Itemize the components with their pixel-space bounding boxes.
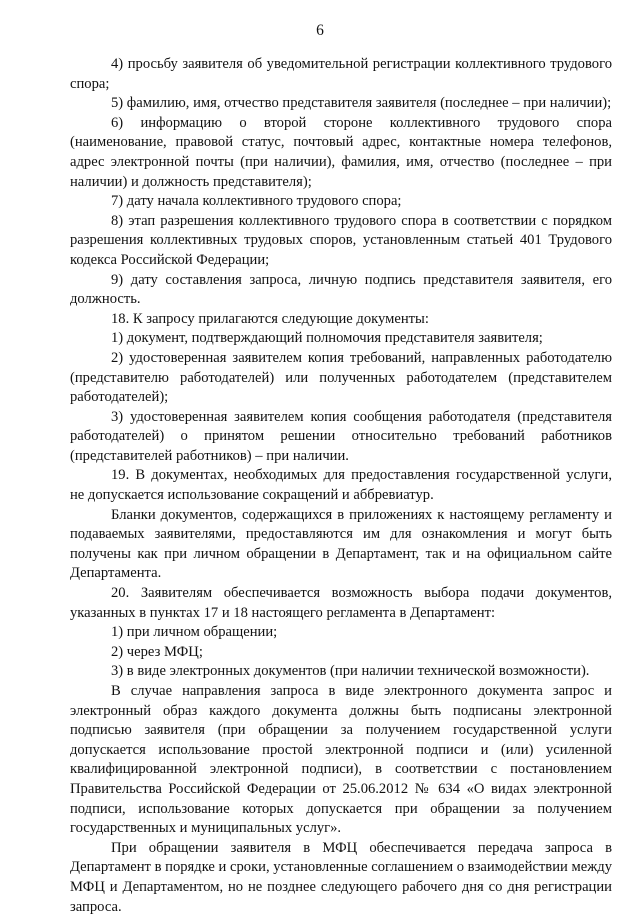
paragraph-20-item-1: 1) при личном обращении; — [111, 624, 278, 641]
paragraph-mfc-transfer: При обращении заявителя в МФЦ обеспечивается передача запроса в Департамент в порядке и сроки, установленные соглашением о взаимодействии между МФЦ и Департаментом, но не позднее следующего рабочего дня со дня регистрации запроса. — [70, 839, 612, 915]
paragraph-item-6-second-party-info: 6) информацию о второй стороне коллективного трудового спора (наименование, правовой статус, почтовый адрес, контактные номера телефонов, адрес электронной почты (при наличии), фамилия, имя, отчество (последнее – при наличии) и должность представителя); — [70, 114, 612, 190]
document-body — [70, 55, 612, 917]
paragraph-item-9-request-date: 9) дату составления запроса, личную подпись представителя заявителя, его должность. — [70, 271, 612, 308]
paragraph-20-item-3: 3) в виде электронных документов (при наличии технической возможности). — [111, 663, 590, 680]
paragraph-18-item-2: 2) удостоверенная заявителем копия требований, направленных работодателю (представителю работодателей) или полученных работодателем (представителем работодателей); — [70, 349, 612, 406]
page-number: 6 — [316, 22, 324, 39]
paragraph-item-7-start-date: 7) дату начала коллективного трудового спора; — [111, 193, 402, 210]
paragraph-20-item-2: 2) через МФЦ; — [111, 643, 203, 660]
paragraph-item-4-request: 4) просьбу заявителя об уведомительной регистрации коллективного трудового спора; — [70, 56, 612, 92]
paragraph-electronic-signature: В случае направления запроса в виде электронного документа запрос и электронный образ каждого документа должны быть подписаны электронной подписью заявителя (при обращении за получением государственной услуги допускается использование простой электронной подписи и (или) усиленной квалифицированной электронной подписи), в соответствии с постановлением Правительства Российской Федерации от 25.06.2012 № 634 «О видах электронной подписи, использование которых допускается при обращении за получением государственных и муниципальных услуг». — [70, 683, 612, 837]
paragraph-forms: Бланки документов, содержащихся в приложениях к настоящему регламенту и подаваемых заявителями, предоставляются им для ознакомления и могут быть получены как при личном обращении в Департамент, так и на официальном сайте Департамента. — [70, 506, 612, 582]
paragraph-section-18: 18. К запросу прилагаются следующие документы: — [111, 310, 429, 327]
paragraph-section-20: 20. Заявителям обеспечивается возможность выбора подачи документов, указанных в пунктах 17 и 18 настоящего регламента в Департамент: — [70, 585, 612, 621]
paragraph-18-item-1: 1) документ, подтверждающий полномочия представителя заявителя; — [111, 330, 543, 347]
paragraph-section-19: 19. В документах, необходимых для предоставления государственной услуги, не допускается использование сокращений и аббревиатур. — [70, 467, 612, 504]
paragraph-item-8-resolution-stage: 8) этап разрешения коллективного трудового спора в соответствии с порядком разрешения коллективных трудовых споров, установленным статьей 401 Трудового кодекса Российской Федерации; — [70, 212, 612, 268]
paragraph-18-item-3: 3) удостоверенная заявителем копия сообщения работодателя (представителя работодателей) о принятом решении относительно требований работников (представителей работников) – при наличии. — [70, 408, 612, 464]
paragraph-item-5-representative-name: 5) фамилию, имя, отчество представителя заявителя (последнее – при наличии); — [111, 95, 612, 112]
